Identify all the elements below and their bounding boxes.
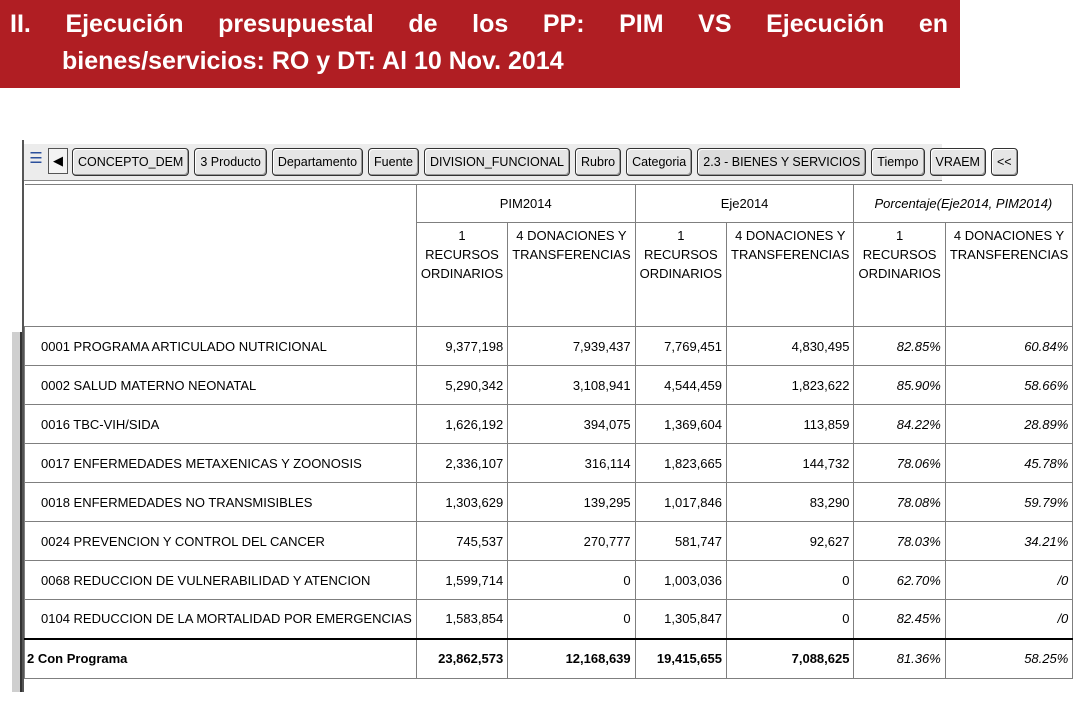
left-gutter [10,140,24,692]
pim-dt-cell: 270,777 [508,522,635,561]
dimension-tabs [72,148,1023,176]
pct-ro-cell: 84.22% [854,405,945,444]
pim-dt-cell: 0 [508,600,635,639]
pim-ro-cell: 2,336,107 [416,444,507,483]
eje-dt-cell: 0 [727,600,854,639]
pct-dt-cell: 59.79% [945,483,1072,522]
eje-dt-cell: 83,290 [727,483,854,522]
table-row[interactable] [25,444,1073,483]
pim-ro-cell: 1,303,629 [416,483,507,522]
table-row[interactable] [25,522,1073,561]
total-pim-ro: 23,862,573 [416,639,507,679]
report-window [10,140,1069,692]
pct-ro-cell: 82.85% [854,327,945,366]
tab-rubro[interactable]: Rubro [575,148,621,176]
pct-ro-cell: 78.03% [854,522,945,561]
tab-categoria[interactable]: Categoria [626,148,692,176]
group-header-row [25,185,1073,223]
pim-ro-cell: 1,583,854 [416,600,507,639]
pim-dt-cell: 7,939,437 [508,327,635,366]
pct-dt-cell: /0 [945,600,1072,639]
table-row[interactable] [25,561,1073,600]
pim-dt-cell: 139,295 [508,483,635,522]
group-pim2014: PIM2014 [416,185,635,223]
eje-ro-cell: 7,769,451 [635,327,726,366]
scroll-left-button[interactable]: ◀ [48,148,68,174]
left-gutter-shade [12,332,22,692]
eje-dt-cell: 0 [727,561,854,600]
program-name: 0024 PREVENCION Y CONTROL DEL CANCER [25,522,417,561]
pim-dt-cell: 0 [508,561,635,600]
stack-icon[interactable]: ☰ [29,150,43,167]
total-pct-ro: 81.36% [854,639,945,679]
budget-pivot-table [24,184,1073,679]
pim-ro-cell: 745,537 [416,522,507,561]
sub-header-eje-dt: 4 DONACIONES Y TRANSFERENCIAS [727,223,854,327]
eje-dt-cell: 144,732 [727,444,854,483]
tab-producto[interactable]: 3 Producto [194,148,266,176]
pim-ro-cell: 5,290,342 [416,366,507,405]
table-row[interactable] [25,327,1073,366]
eje-ro-cell: 1,305,847 [635,600,726,639]
pct-ro-cell: 78.06% [854,444,945,483]
eje-dt-cell: 1,823,622 [727,366,854,405]
title-line-1: II. Ejecución presupuestal de los PP: PIM VS Ejecución en [10,10,948,38]
tab-bienes-y-servicios[interactable]: 2.3 - BIENES Y SERVICIOS [697,148,866,176]
pct-dt-cell: 45.78% [945,444,1072,483]
eje-dt-cell: 4,830,495 [727,327,854,366]
eje-dt-cell: 113,859 [727,405,854,444]
sub-header-eje-ro: 1 RECURSOS ORDINARIOS [635,223,726,327]
total-pim-dt: 12,168,639 [508,639,635,679]
sub-header-pct-ro: 1 RECURSOS ORDINARIOS [854,223,945,327]
program-name: 0001 PROGRAMA ARTICULADO NUTRICIONAL [25,327,417,366]
pim-ro-cell: 1,599,714 [416,561,507,600]
tab-more[interactable]: << [991,148,1018,176]
sub-header-pct-dt: 4 DONACIONES Y TRANSFERENCIAS [945,223,1072,327]
eje-ro-cell: 1,003,036 [635,561,726,600]
table-row[interactable] [25,366,1073,405]
pct-ro-cell: 62.70% [854,561,945,600]
tab-departamento[interactable]: Departamento [272,148,363,176]
eje-ro-cell: 4,544,459 [635,366,726,405]
total-eje-ro: 19,415,655 [635,639,726,679]
pct-dt-cell: 28.89% [945,405,1072,444]
program-name: 0018 ENFERMEDADES NO TRANSMISIBLES [25,483,417,522]
total-pct-dt: 58.25% [945,639,1072,679]
total-row[interactable] [25,639,1073,679]
program-name: 0016 TBC-VIH/SIDA [25,405,417,444]
pct-dt-cell: 34.21% [945,522,1072,561]
tab-concepto-dem[interactable]: CONCEPTO_DEM [72,148,189,176]
program-name: 0017 ENFERMEDADES METAXENICAS Y ZOONOSIS [25,444,417,483]
program-name: 0002 SALUD MATERNO NEONATAL [25,366,417,405]
sub-header-pim-ro: 1 RECURSOS ORDINARIOS [416,223,507,327]
pim-dt-cell: 394,075 [508,405,635,444]
pct-dt-cell: /0 [945,561,1072,600]
table-row[interactable] [25,600,1073,639]
table-row[interactable] [25,483,1073,522]
pct-ro-cell: 85.90% [854,366,945,405]
tab-vraem[interactable]: VRAEM [930,148,986,176]
table-row[interactable] [25,405,1073,444]
row-header-corner [25,185,417,327]
total-eje-dt: 7,088,625 [727,639,854,679]
pim-dt-cell: 316,114 [508,444,635,483]
pim-ro-cell: 1,626,192 [416,405,507,444]
tab-division-funcional[interactable]: DIVISION_FUNCIONAL [424,148,570,176]
total-label: 2 Con Programa [25,639,417,679]
sub-header-pim-dt: 4 DONACIONES Y TRANSFERENCIAS [508,223,635,327]
pct-ro-cell: 78.08% [854,483,945,522]
program-name: 0068 REDUCCION DE VULNERABILIDAD Y ATENCION [25,561,417,600]
title-banner [0,0,960,88]
group-eje2014: Eje2014 [635,185,854,223]
tab-tiempo[interactable]: Tiempo [871,148,924,176]
pct-dt-cell: 60.84% [945,327,1072,366]
dimension-tab-bar [24,144,1012,181]
program-name: 0104 REDUCCION DE LA MORTALIDAD POR EMERGENCIAS [25,600,417,639]
group-porcentaje: Porcentaje(Eje2014, PIM2014) [854,185,1073,223]
eje-dt-cell: 92,627 [727,522,854,561]
pct-dt-cell: 58.66% [945,366,1072,405]
eje-ro-cell: 581,747 [635,522,726,561]
eje-ro-cell: 1,017,846 [635,483,726,522]
pim-ro-cell: 9,377,198 [416,327,507,366]
eje-ro-cell: 1,823,665 [635,444,726,483]
title-line-2: bienes/servicios: RO y DT: Al 10 Nov. 2014 [62,47,564,75]
eje-ro-cell: 1,369,604 [635,405,726,444]
tab-fuente[interactable]: Fuente [368,148,419,176]
pct-ro-cell: 82.45% [854,600,945,639]
pim-dt-cell: 3,108,941 [508,366,635,405]
